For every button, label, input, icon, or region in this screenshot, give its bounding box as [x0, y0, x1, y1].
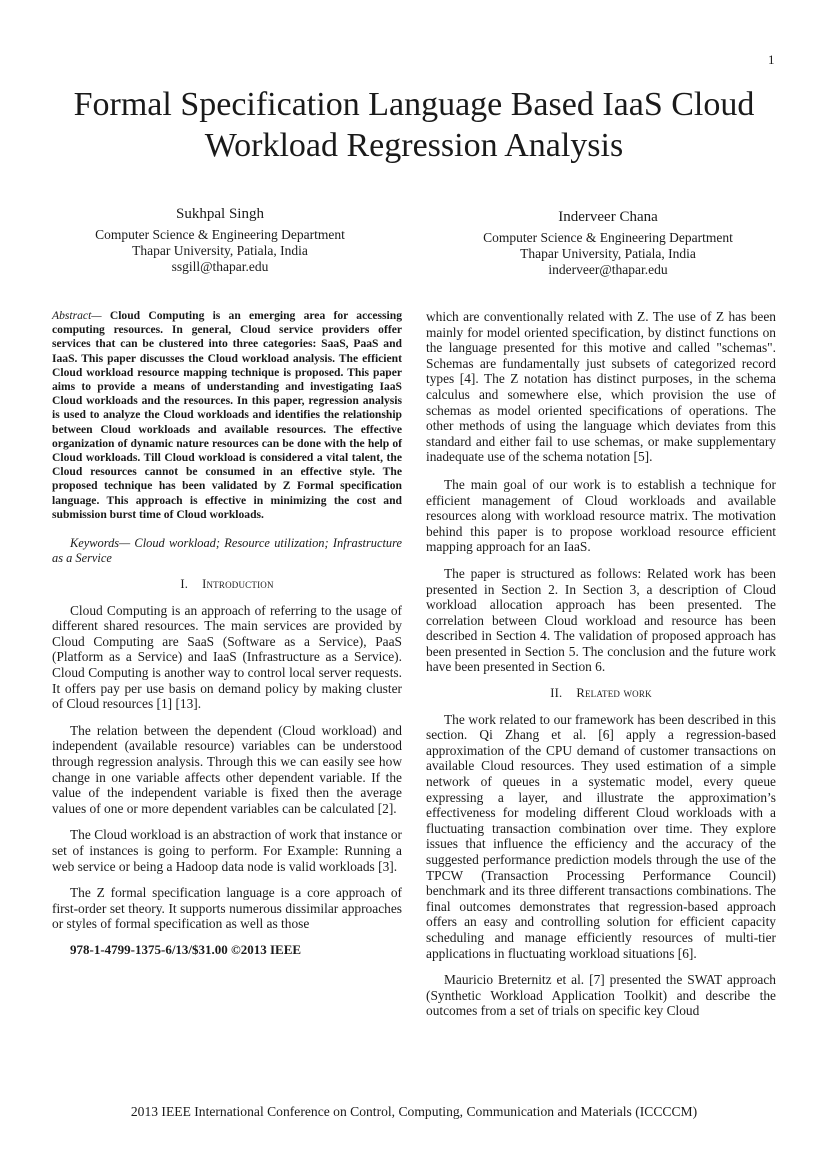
- abstract-label: Abstract—: [52, 309, 102, 322]
- copyright-notice: 978-1‐4799‐1375‐6/13/$31.00 ©2013 IEEE: [70, 941, 302, 957]
- author-email: inderveer@thapar.edu: [548, 262, 668, 277]
- related-paragraph-1: The work related to our framework has been described in this section. Qi Zhang et al. [6] apply a regression-based approximation of the CPU demand of customer transactions on available Cloud resources. They used estimation of a simple network of queues in a systematic model, every queue expressing a layer, and illustrate the approximation’s effectiveness for modeling different Cloud workloads with a fluctuating transaction combination over time. They explore issues that influence the efficiency and the accuracy of the suggested performance prediction models through the use of the TPCW (Transaction Processing Performance Council) benchmark and its three different transactions combinations. The final outcomes demonstrates that regression-based approach offers an easy and controlling solution for efficient capacity scheduling and manage efficiently resources of multi-tier applications in fluctuating workload situations [6].: [426, 711, 776, 961]
- author-university: Thapar University, Patiala, India: [520, 246, 696, 261]
- paper-title: Formal Specification Language Based IaaS Cloud Workload Regression Analysis: [73, 86, 755, 164]
- abstract: [52, 309, 402, 522]
- keywords: Keywords— Cloud workload; Resource utilization; Infrastructure as a Service: [52, 536, 402, 565]
- page-number: 1: [768, 52, 775, 67]
- continuation-paragraph: which are conventionally related with Z. The use of Z has been mainly for model oriented specification, by distinct functions on the language presented for this motive and called "schemas". Schemas are fundamentally just subsets of categorized record types [4]. The Z notation has distinct purposes, in the schema calculus and somewhere else, which provision the use of schemas as model oriented specifications of operations. The other methods of using the language which deviates from this standard and either fail to use schemas, or make supplementary inadequate use of the schema notation [5].: [426, 309, 776, 465]
- intro-paragraph-4: The Z formal specification language is a core approach of first-order set theory. It supports numerous dissimilar approaches or styles of formal specification as well as those: [52, 885, 402, 932]
- section-heading-introduction: [52, 577, 402, 593]
- section-title: Related work: [576, 686, 652, 701]
- author-department: Computer Science & Engineering Department: [95, 227, 345, 242]
- author-block-1: [70, 206, 370, 275]
- intro-paragraph-1: Cloud Computing is an approach of referring to the usage of different shared resources. The main services are provided by Cloud Computing are SaaS (Software as a Service), PaaS (Platform as a Service) and IaaS (Infrastructure as a Service). Cloud Computing is another way to control local server requests. It offers pay per use basis on demand policy by making cluster of Cloud resources [1] [13].: [52, 602, 402, 712]
- section-number: I.: [180, 577, 189, 592]
- intro-paragraph-6: The paper is structured as follows: Related work has been presented in Section 2. In Section 3, a description of Cloud workload allocation approach has been presented. The correlation between Cloud workload and resource has been described in Section 4. The validation of proposed approach has been presented in Section 5. The conclusion and the future work have been presented in Section 6.: [426, 565, 776, 675]
- author-name: Sukhpal Singh: [176, 206, 264, 222]
- author-block-2: [458, 209, 758, 278]
- left-column: [52, 309, 402, 958]
- author-university: Thapar University, Patiala, India: [132, 243, 308, 258]
- abstract-text: Cloud Computing is an emerging area for accessing computing resources. In general, Cloud service providers offer services that can be clustered into three categories: SaaS, PaaS and IaaS. This paper discusses the Cloud workload analysis. The efficient Cloud workload resource mapping technique is proposed. This paper aims to provide a means of understanding and investigating IaaS Cloud workloads and the resources. In this paper, regression analysis is used to analyze the Cloud workloads and identifies the relationship between Cloud workloads and available resources. The effective organization of dynamic nature resources can be done with the help of Cloud workloads. Till Cloud workload is considered a vital talent, the Cloud resources cannot be consumed in an effective style. The proposed technique has been validated by Z Formal specification language. This approach is effective in minimizing the cost and submission burst time of Cloud workloads.: [52, 309, 402, 521]
- section-number: II.: [550, 686, 563, 701]
- intro-paragraph-5: The main goal of our work is to establish a technique for efficient management of Cloud workloads and available resources along with workload resource matrix. The motivation behind this paper is to propose workload resource efficient mapping approach for an IaaS.: [426, 476, 776, 555]
- section-heading-related-work: [426, 686, 776, 702]
- section-title: Introduction: [202, 577, 274, 592]
- author-email: ssgill@thapar.edu: [171, 259, 269, 274]
- intro-paragraph-3: The Cloud workload is an abstraction of work that instance or set of instances is going to perform. For Example: Running a web service or being a Hadoop data node is valid workloads [3].: [52, 827, 402, 874]
- intro-paragraph-2: The relation between the dependent (Cloud workload) and independent (available resource) variables can be understood through regression analysis. Through this we can easily see how change in one variable affects other dependent variable. If the value of the independent variable is fixed then the average values of one or more dependent variables can be calculated [2].: [52, 722, 402, 816]
- author-name: Inderveer Chana: [558, 209, 658, 225]
- conference-footer: 2013 IEEE International Conference on Control, Computing, Communication and Materials (ICCCCM): [130, 1104, 698, 1119]
- right-column: [426, 309, 776, 1030]
- related-paragraph-2: Mauricio Breternitz et al. [7] presented the SWAT approach (Synthetic Workload Application Toolkit) and describe the outcomes from a set of trials on specific key Cloud: [426, 972, 776, 1019]
- author-department: Computer Science & Engineering Department: [483, 230, 733, 245]
